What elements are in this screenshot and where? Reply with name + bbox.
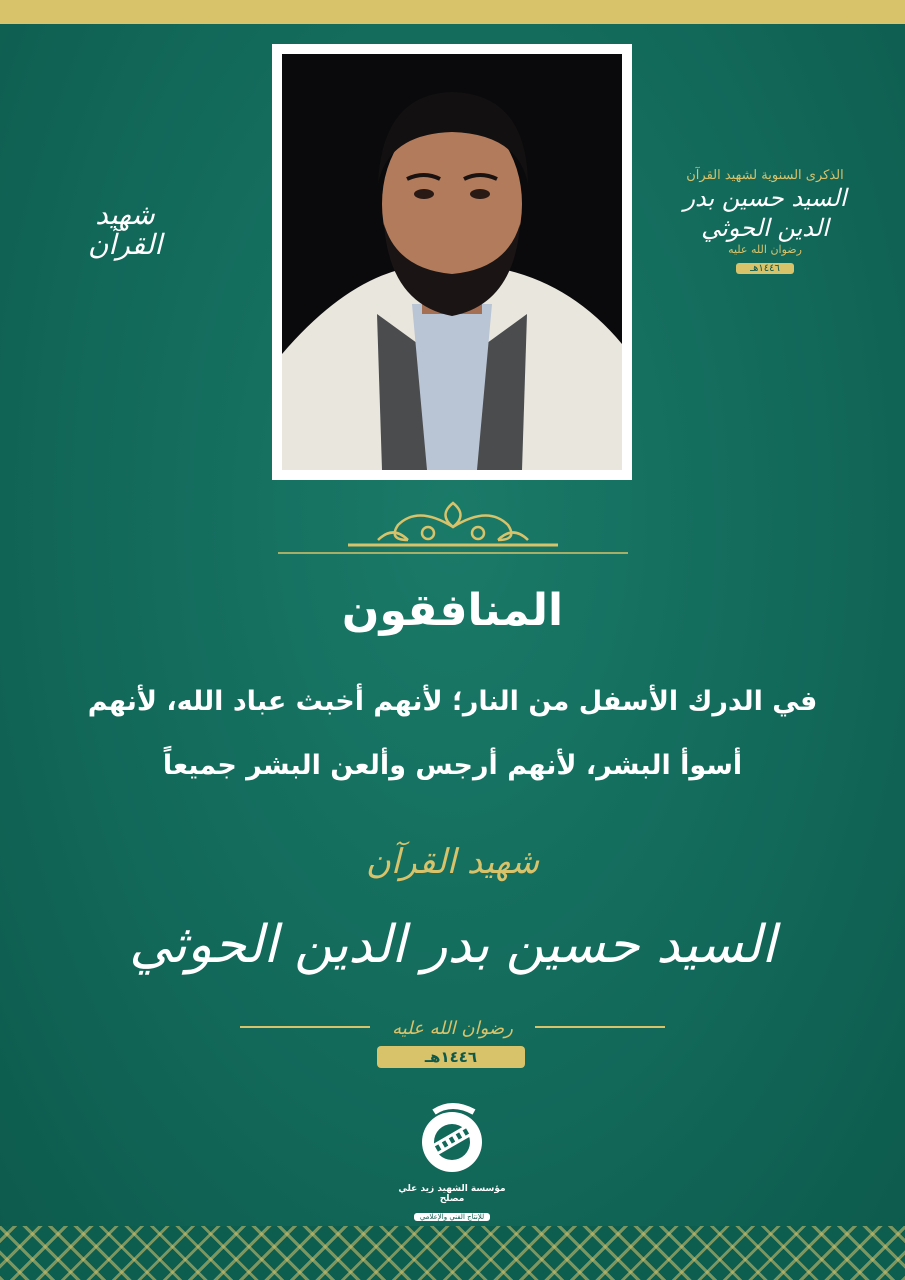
year-badge: ١٤٤٦هـ (377, 1046, 525, 1068)
left-calligraphy-emblem: شهيد القرآن (87, 198, 163, 261)
emblem-name-line: السيد حسين بدر الدين الحوثي (683, 184, 847, 242)
martyr-subtitle: شهيد القرآن (365, 842, 540, 882)
emblem-year-badge: ١٤٤٦هـ (736, 263, 794, 274)
portrait-illustration (282, 54, 622, 470)
decorative-pattern-footer (0, 1226, 905, 1280)
quote-text: في الدرك الأسفل من النار؛ لأنهم أخبث عباد الله، لأنهم أسوأ البشر، لأنهم أرجس وألعن البشر جميعاً (87, 686, 818, 781)
foundation-logo (392, 1100, 512, 1221)
logo-organization-name: مؤسسة الشهيد زيد علي مصلح (398, 1184, 506, 1204)
calligraphy-name: السيد حسين بدر الدين الحوثي (129, 915, 776, 975)
portrait-photo (282, 54, 622, 470)
emblem-occasion-line: الذكرى السنوية لشهيد القرآن (686, 168, 844, 183)
blessing-text: رضوان الله عليه (392, 1018, 513, 1039)
film-reel-logo-icon (412, 1100, 492, 1180)
emblem-blessing-line: رضوان الله عليه (728, 243, 802, 256)
top-gold-bar (0, 0, 905, 24)
logo-organization-subtitle: للإنتاج الفني والإعلامي (414, 1213, 490, 1221)
right-anniversary-emblem (665, 168, 865, 275)
headline-title: المنافقون (341, 585, 564, 636)
portrait-frame (272, 44, 632, 480)
gold-ornament-divider (278, 495, 628, 560)
